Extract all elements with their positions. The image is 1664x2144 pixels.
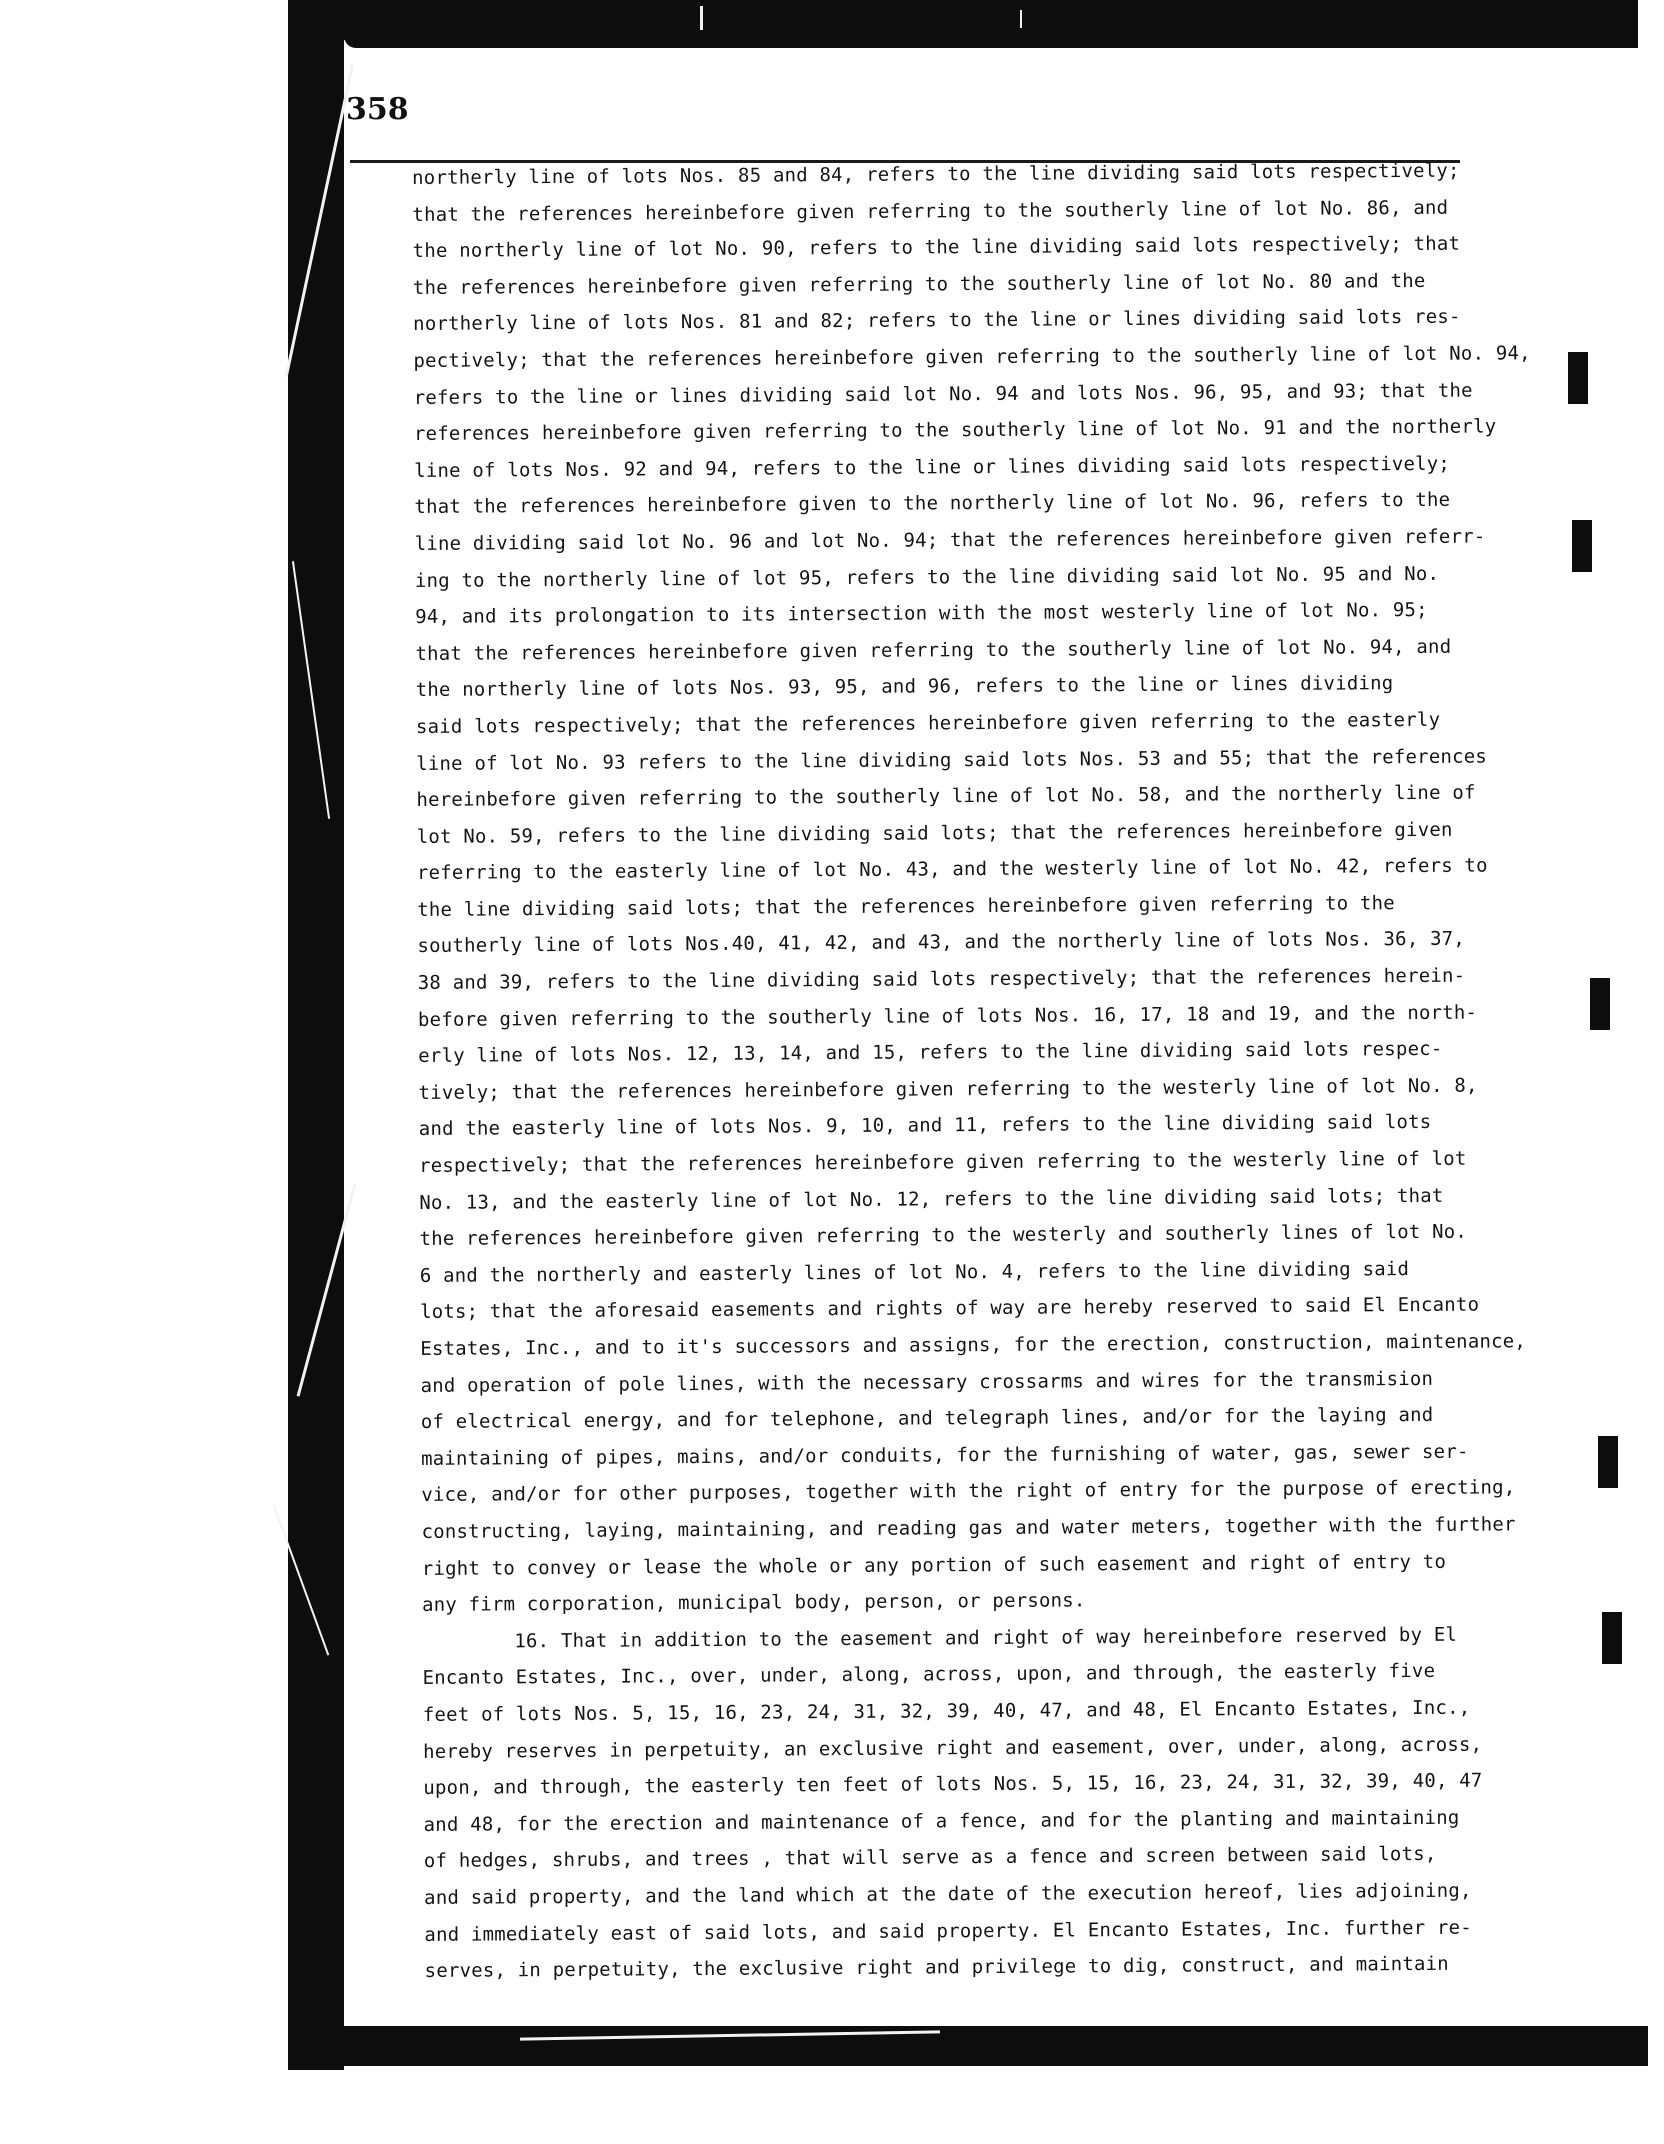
scan-top-edge [344, 36, 1638, 48]
text-line: constructing, laying, maintaining, and reading gas and water meters, together with the further [421, 1513, 1516, 1543]
text-line: lot No. 59, refers to the line dividing said lots; that the references hereinbefore given [416, 818, 1453, 848]
text-line: the line dividing said lots; that the references hereinbefore given referring to the [417, 892, 1395, 921]
text-line: respectively; that the references hereinbefore given referring to the westerly line of lot [418, 1147, 1467, 1178]
text-line: any firm corporation, municipal body, person, or persons. [422, 1589, 1086, 1617]
deed-text [412, 152, 1531, 1989]
scan-scratch [1020, 10, 1022, 28]
paragraph-16-line: and 48, for the erection and maintenance of a fence, and for the planting and maintaining [423, 1806, 1460, 1836]
paragraph-16-line: feet of lots Nos. 5, 15, 16, 23, 24, 31, 32, 39, 40, 47, and 48, El Encanto Estates, Inc., [422, 1696, 1471, 1726]
text-line: referring to the easterly line of lot No. 43, and the westerly line of lot No. 42, refers to [416, 854, 1488, 885]
text-line: and operation of pole lines, with the necessary crossarms and wires for the transmision [420, 1367, 1434, 1397]
text-line: Estates, Inc., and to it's successors and assigns, for the erection, construction, maintenance, [420, 1330, 1527, 1360]
scan-top-border [288, 0, 1638, 40]
text-line: that the references hereinbefore given to the northerly line of lot No. 96, refers to the [414, 489, 1451, 519]
binding-mark [1598, 1436, 1618, 1488]
page-number: 358 [346, 92, 409, 127]
binding-mark [1568, 352, 1588, 404]
text-line: the northerly line of lot No. 90, refers to the line dividing said lots respectively; that [412, 232, 1461, 263]
text-line: 94, and its prolongation to its intersection with the most westerly line of lot No. 95; [415, 599, 1428, 629]
paragraph-16-line: Encanto Estates, Inc., over, under, along, across, upon, and through, the easterly five [422, 1660, 1436, 1690]
scan-bottom-border [288, 2026, 1648, 2066]
paragraph-16-line: hereby reserves in perpetuity, an exclusive right and easement, over, under, along, across, [423, 1733, 1483, 1763]
binding-mark [1590, 978, 1610, 1030]
text-line: line of lot No. 93 refers to the line dividing said lots Nos. 53 and 55; that the references [416, 745, 1488, 775]
paragraph-16-line: and immediately east of said lots, and said property. El Encanto Estates, Inc. further re- [424, 1916, 1472, 1946]
text-line: No. 13, and the easterly line of lot No. 12, refers to the line dividing said lots; that [419, 1184, 1444, 1214]
text-line: right to convey or lease the whole or any portion of such easement and right of entry to [421, 1550, 1447, 1580]
binding-mark [1572, 520, 1592, 572]
text-line: 38 and 39, refers to the line dividing said lots respectively; that the references herein- [417, 964, 1466, 995]
text-line: before given referring to the southerly line of lots Nos. 16, 17, 18 and 19, and the north- [417, 1001, 1478, 1031]
text-line: and the easterly line of lots Nos. 9, 10, and 11, refers to the line dividing said lots [418, 1111, 1432, 1141]
text-line: line dividing said lot No. 96 and lot No. 94; that the references hereinbefore given referr- [414, 525, 1486, 555]
text-line: of electrical energy, and for telephone, and telegraph lines, and/or for the laying and [420, 1404, 1434, 1434]
text-line: 6 and the northerly and easterly lines of lot No. 4, refers to the line dividing said [419, 1257, 1410, 1287]
text-line: the references hereinbefore given referring to the southerly line of lot No. 80 and the [412, 269, 1426, 299]
text-line: ing to the northerly line of lot 95, refers to the line dividing said lot No. 95 and No. [414, 562, 1440, 592]
text-line: references hereinbefore given referring to the southerly line of lot No. 91 and the northerly [413, 415, 1497, 446]
text-line: erly line of lots Nos. 12, 13, 14, and 15, refers to the line dividing said lots respec- [418, 1038, 1443, 1068]
text-line: northerly line of lots Nos. 81 and 82; refers to the line or lines dividing said lots res- [413, 306, 1461, 336]
text-line: northerly line of lots Nos. 85 and 84, refers to the line dividing said lots respectively; [412, 159, 1460, 189]
text-line: southerly line of lots Nos.40, 41, 42, and 43, and the northerly line of lots Nos. 36, 37, [417, 928, 1466, 958]
text-line: the northerly line of lots Nos. 93, 95, and 96, refers to the line or lines dividing [415, 672, 1394, 702]
scan-scratch [700, 6, 703, 30]
text-line: said lots respectively; that the references hereinbefore given referring to the easterly [415, 708, 1441, 738]
text-line: refers to the line or lines dividing said lot No. 94 and lots Nos. 96, 95, and 93; that the [413, 379, 1473, 409]
text-line: maintaining of pipes, mains, and/or conduits, for the furnishing of water, gas, sewer ser- [420, 1440, 1469, 1470]
paragraph-16-line: upon, and through, the easterly ten feet of lots Nos. 5, 15, 16, 23, 24, 31, 32, 39, 40, 47 [423, 1769, 1483, 1800]
text-line: tively; that the references hereinbefore given referring to the westerly line of lot No. 8, [418, 1074, 1478, 1104]
text-line: line of lots Nos. 92 and 94, refers to the line or lines dividing said lots respectively; [414, 452, 1451, 482]
paragraph-16-line: of hedges, shrubs, and trees , that will serve as a fence and screen between said lots, [423, 1843, 1437, 1873]
text-line: vice, and/or for other purposes, together with the right of entry for the purpose of erecting, [421, 1476, 1516, 1507]
scan-left-border [288, 0, 344, 2070]
paragraph-16-line: and said property, and the land which at the date of the execution hereof, lies adjoining, [424, 1879, 1472, 1909]
text-line: hereinbefore given referring to the southerly line of lot No. 58, and the northerly line of [416, 781, 1476, 812]
text-line: that the references hereinbefore given referring to the southerly line of lot No. 94, and [415, 635, 1452, 665]
paragraph-16-line: serves, in perpetuity, the exclusive right and privilege to dig, construct, and maintain [424, 1952, 1449, 1983]
text-line: pectively; that the references hereinbefore given referring to the southerly line of lot No. 94, [413, 342, 1531, 372]
text-line: that the references hereinbefore given referring to the southerly line of lot No. 86, and [412, 196, 1449, 226]
text-line: the references hereinbefore given referring to the westerly and southerly lines of lot No. [419, 1220, 1468, 1251]
binding-mark [1602, 1612, 1622, 1664]
paragraph-16-line: 16. That in addition to the easement and right of way hereinbefore reserved by El [514, 1623, 1458, 1653]
text-line: lots; that the aforesaid easements and rights of way are hereby reserved to said El Encanto [419, 1293, 1480, 1324]
